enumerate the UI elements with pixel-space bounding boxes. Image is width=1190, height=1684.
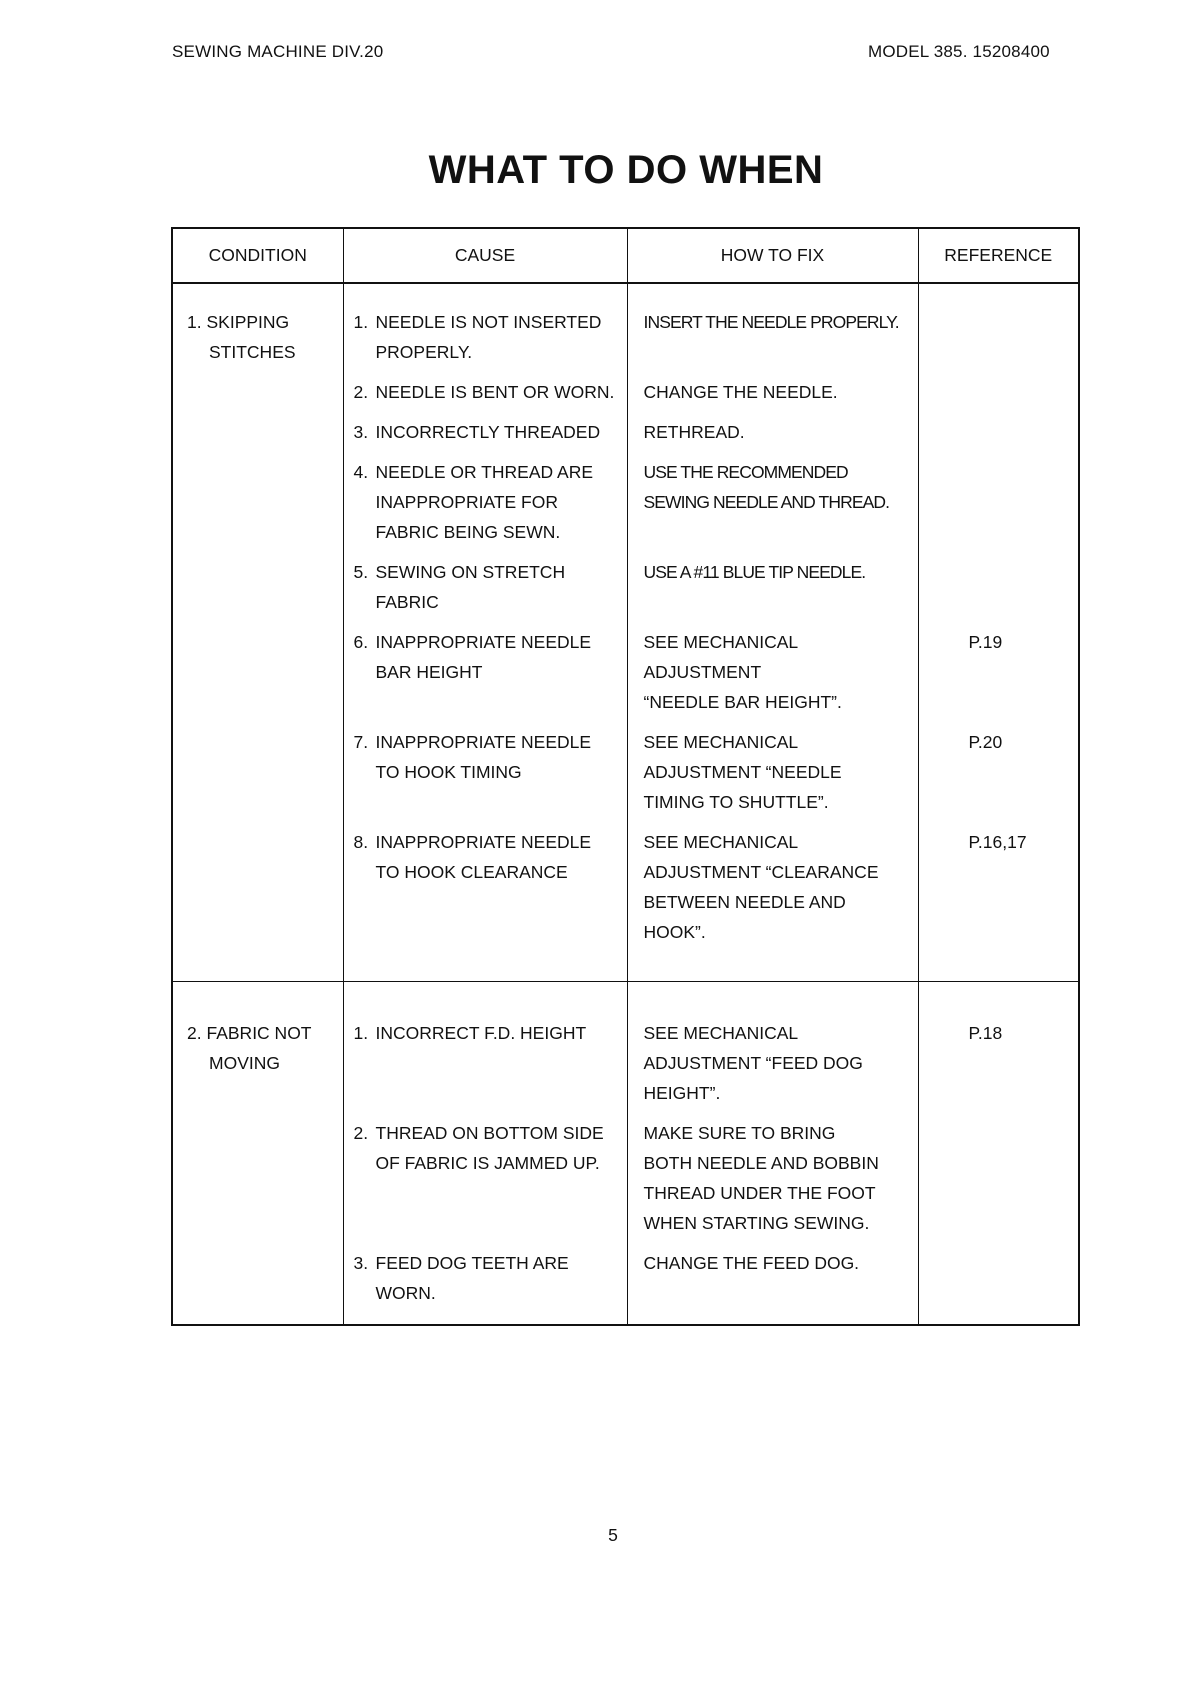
cause-entry	[344, 627, 627, 717]
reference-text: P.19	[968, 632, 1003, 652]
cause-text: FEED DOG TEETH ARE WORN.	[375, 1253, 569, 1303]
fix-text: RETHREAD.	[643, 422, 745, 442]
troubleshooting-table	[171, 227, 1080, 1326]
table-header-row	[172, 228, 1079, 283]
reference-text	[919, 457, 1079, 547]
condition-label	[187, 1023, 312, 1043]
cause-number: 1.	[353, 1023, 369, 1043]
cause-number: 4.	[353, 462, 369, 482]
condition-cell	[172, 982, 343, 1326]
cause-number: 2.	[353, 382, 369, 402]
condition-group	[172, 982, 1079, 1326]
cause-text: INAPPROPRIATE NEEDLE BAR HEIGHT	[375, 632, 592, 682]
condition-line-2: STITCHES	[209, 342, 296, 362]
cause-entry	[344, 417, 627, 447]
reference-text	[919, 307, 1079, 367]
cause-text: NEEDLE OR THREAD ARE INAPPROPRIATE FOR FABRIC BEING SEWN.	[375, 462, 594, 542]
reference-text	[919, 1248, 1079, 1308]
fix-text: CHANGE THE FEED DOG.	[643, 1253, 860, 1273]
reference-text	[919, 557, 1079, 617]
cause-text: INAPPROPRIATE NEEDLE TO HOOK TIMING	[375, 732, 592, 782]
cause-cell	[343, 283, 627, 982]
cause-number: 2.	[353, 1123, 369, 1143]
fix-text: SEE MECHANICAL ADJUSTMENT “CLEARANCE BETWEEN NEEDLE AND HOOK”.	[643, 832, 879, 942]
reference-text	[919, 377, 1079, 407]
fix-text: MAKE SURE TO BRING BOTH NEEDLE AND BOBBIN THREAD UNDER THE FOOT WHEN STARTING SEWING.	[643, 1123, 879, 1233]
cause-entry	[344, 457, 627, 547]
table-body	[172, 283, 1079, 1325]
cause-number: 5.	[353, 562, 369, 582]
how-to-fix-cell	[627, 283, 918, 982]
cause-text: NEEDLE IS BENT OR WORN.	[375, 382, 615, 402]
cause-number: 3.	[353, 422, 369, 442]
cause-text: INAPPROPRIATE NEEDLE TO HOOK CLEARANCE	[375, 832, 592, 882]
cause-number: 1.	[353, 312, 369, 332]
cause-cell	[343, 982, 627, 1326]
page-number: 5	[608, 1525, 618, 1545]
cause-entry	[344, 1248, 627, 1308]
cause-number: 6.	[353, 632, 369, 652]
fix-text: SEE MECHANICAL ADJUSTMENT “NEEDLE TIMING TO SHUTTLE”.	[643, 732, 842, 812]
fix-text: SEE MECHANICAL ADJUSTMENT “NEEDLE BAR HEIGHT”.	[643, 632, 842, 712]
cause-entry	[344, 827, 627, 947]
reference-text: P.16,17	[968, 832, 1027, 852]
header-left: SEWING MACHINE DIV.20	[172, 42, 384, 61]
fix-text: USE THE RECOMMENDED SEWING NEEDLE AND THREAD.	[643, 462, 890, 512]
cause-entry	[344, 727, 627, 817]
cause-entry	[344, 377, 627, 407]
cause-number: 3.	[353, 1253, 369, 1273]
cause-text: INCORRECTLY THREADED	[375, 422, 601, 442]
reference-text: P.20	[968, 732, 1003, 752]
cause-text: NEEDLE IS NOT INSERTED PROPERLY.	[375, 312, 602, 362]
condition-group	[172, 283, 1079, 982]
cause-number: 7.	[353, 732, 369, 752]
column-header-reference: REFERENCE	[918, 228, 1079, 283]
condition-label	[187, 312, 289, 332]
reference-text	[919, 1118, 1079, 1238]
condition-number: 2.	[187, 1023, 202, 1043]
cause-text: SEWING ON STRETCH FABRIC	[375, 562, 566, 612]
fix-text: INSERT THE NEEDLE PROPERLY.	[643, 312, 899, 332]
column-header-condition: CONDITION	[172, 228, 343, 283]
header-right: MODEL 385. 15208400	[868, 42, 1050, 61]
condition-number: 1.	[187, 312, 202, 332]
cause-entry	[344, 557, 627, 617]
cause-entry	[344, 1118, 627, 1238]
cause-entry	[344, 307, 627, 367]
cause-number: 8.	[353, 832, 369, 852]
fix-text: SEE MECHANICAL ADJUSTMENT “FEED DOG HEIGHT”.	[643, 1023, 863, 1103]
page-title: WHAT TO DO WHEN	[428, 148, 824, 192]
condition-line-2: MOVING	[209, 1053, 280, 1073]
reference-cell	[918, 283, 1079, 982]
column-header-how-to-fix: HOW TO FIX	[627, 228, 918, 283]
condition-cell	[172, 283, 343, 982]
cause-text: INCORRECT F.D. HEIGHT	[375, 1023, 587, 1043]
fix-text: USE A #11 BLUE TIP NEEDLE.	[643, 562, 866, 582]
condition-line-1: SKIPPING	[206, 312, 290, 332]
cause-entry	[344, 1018, 627, 1108]
how-to-fix-cell	[627, 982, 918, 1326]
reference-text: P.18	[968, 1023, 1003, 1043]
cause-text: THREAD ON BOTTOM SIDE OF FABRIC IS JAMMED UP.	[375, 1123, 604, 1173]
condition-line-1: FABRIC NOT	[206, 1023, 312, 1043]
reference-text	[919, 417, 1079, 447]
column-header-cause: CAUSE	[343, 228, 627, 283]
reference-cell	[918, 982, 1079, 1326]
fix-text: CHANGE THE NEEDLE.	[643, 382, 838, 402]
